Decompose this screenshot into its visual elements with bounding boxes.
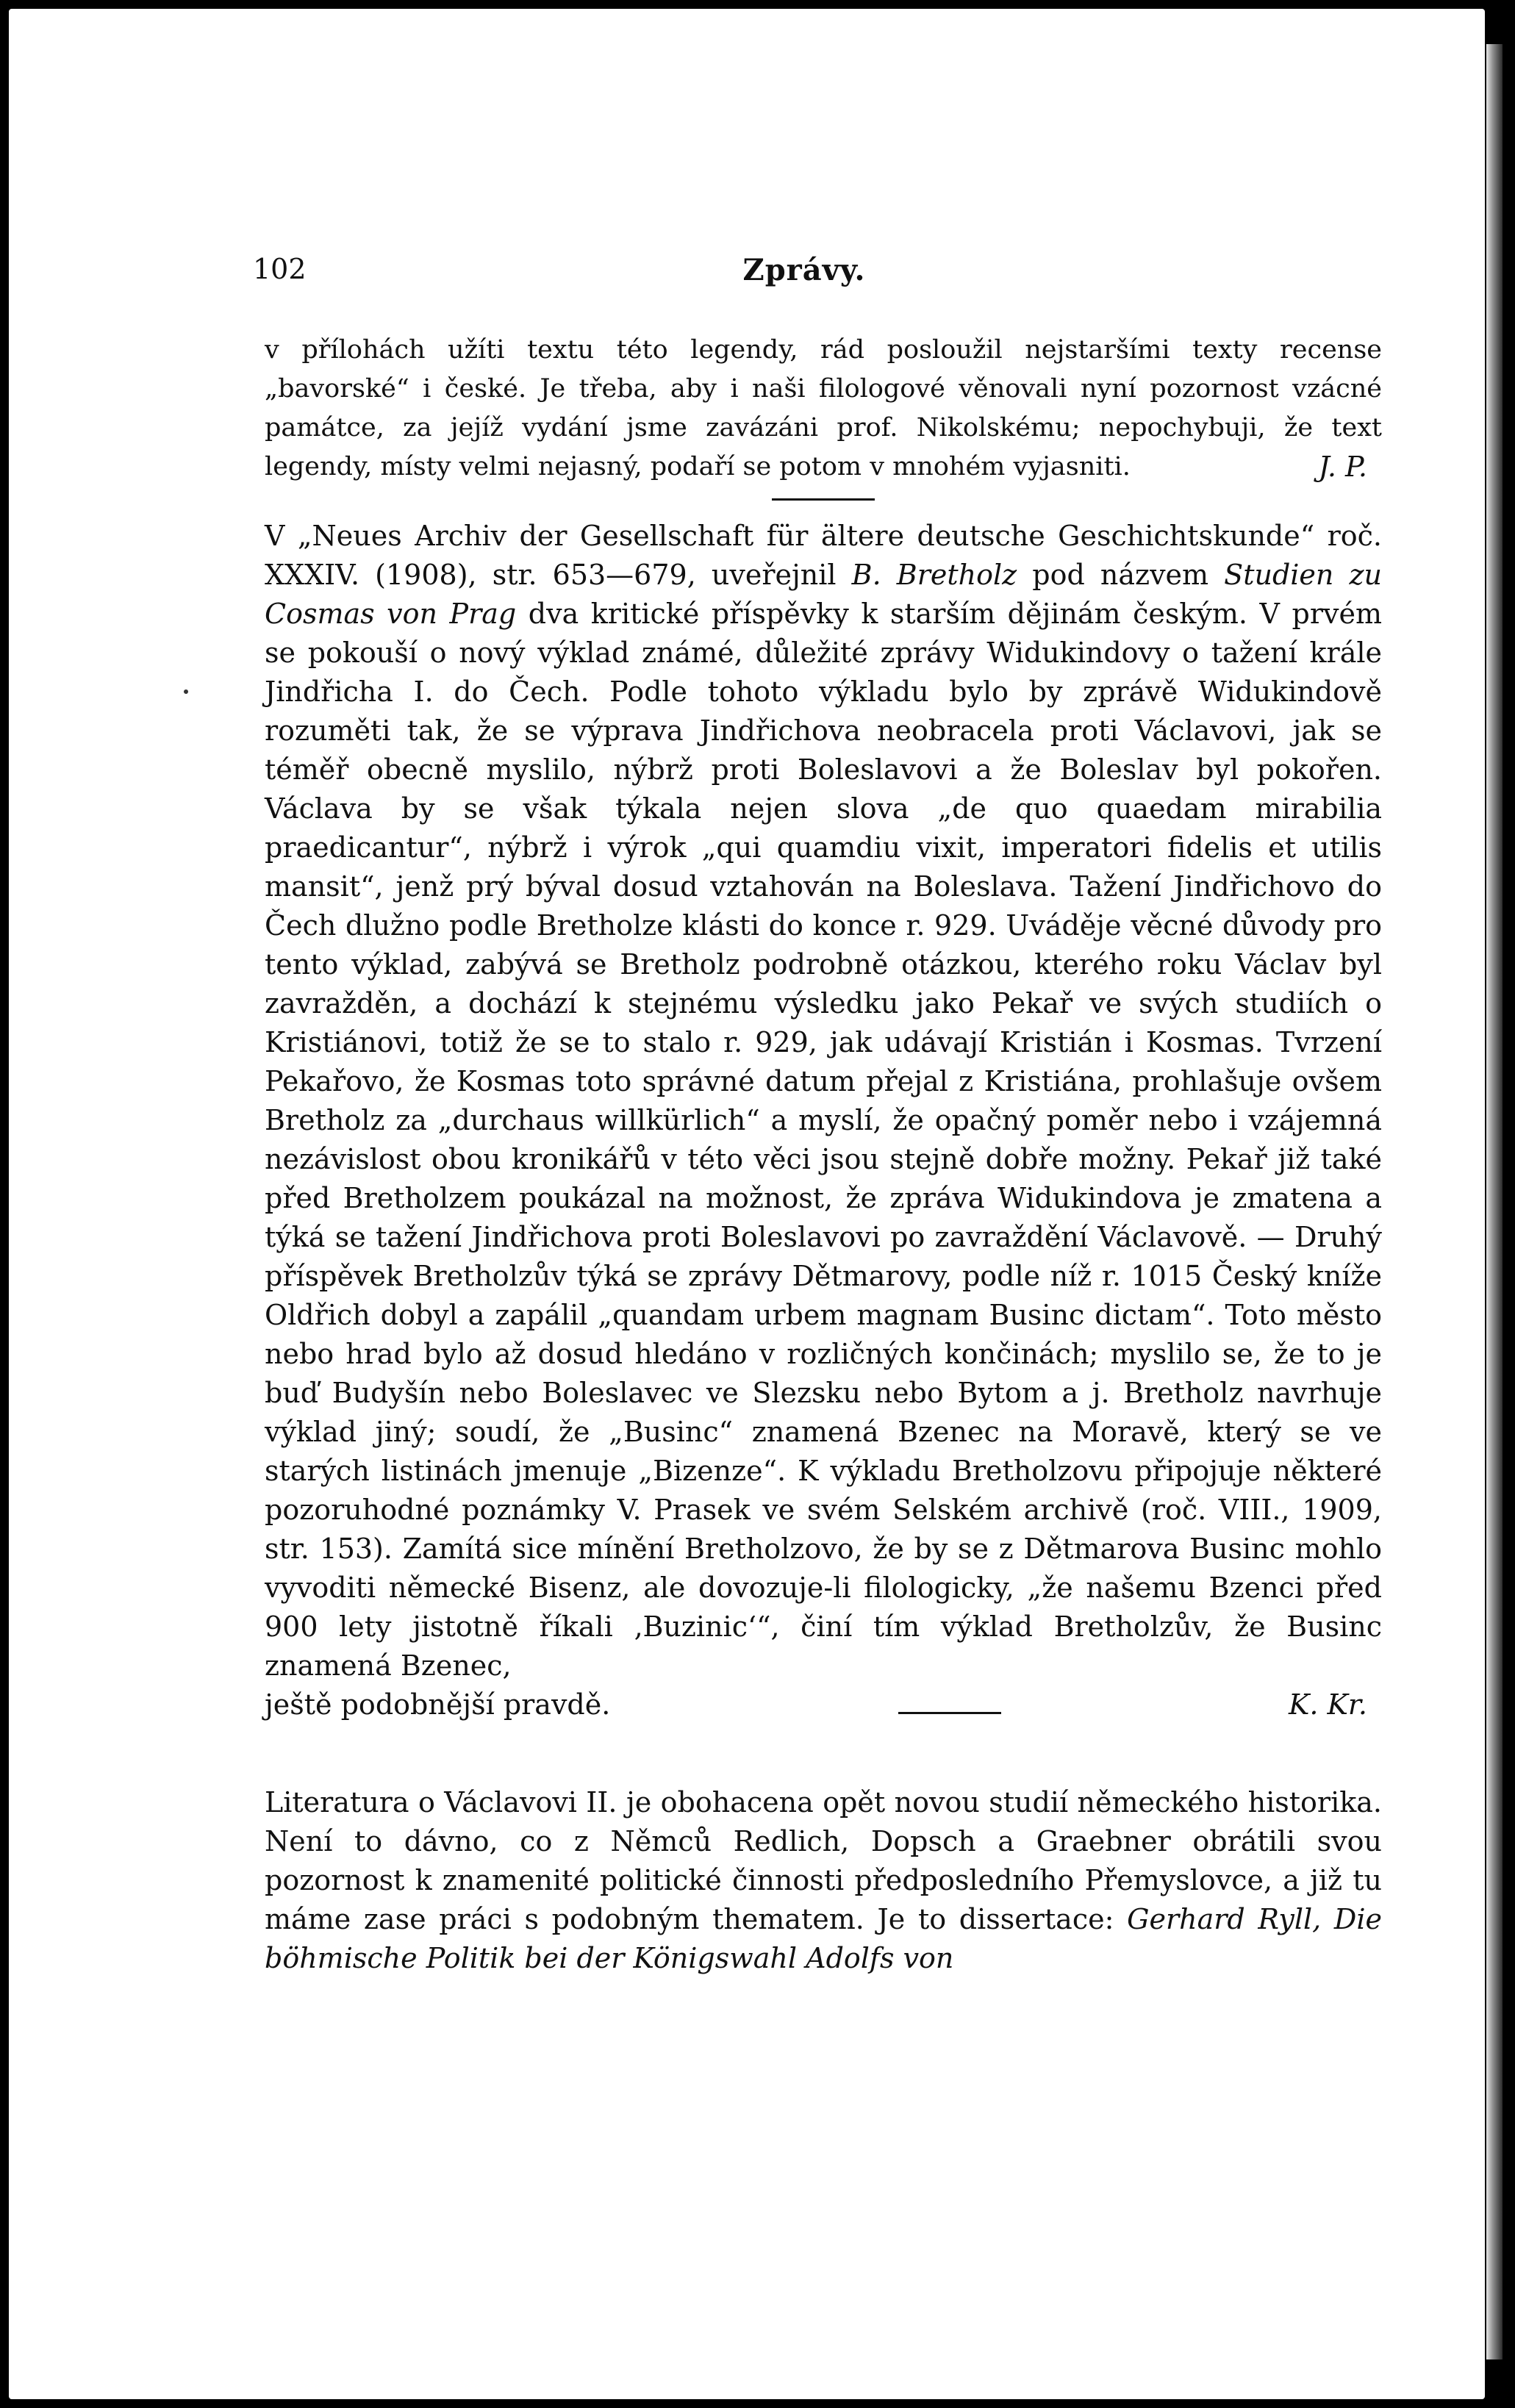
- paragraph-intro: V „Neues Archiv der Gesellschaft für ältere deutsche Geschichtskunde“ roč. XXXIV. (1908), str. 653—679, uveřejnil: [265, 520, 1382, 591]
- running-title: Zprávy.: [742, 253, 866, 287]
- work-title: Studien zu Cosmas von Prag: [265, 559, 1382, 630]
- section-vaclav: [265, 1783, 1382, 1978]
- dissertation-title: Gerhard Ryll, Die böhmische Politik bei der Königswahl Adolfs von: [265, 1903, 1382, 1974]
- section-bretholz: [265, 517, 1382, 1724]
- paragraph-vaclav: [265, 1783, 1382, 1978]
- signature-kkr: K. Kr.: [1288, 1688, 1367, 1721]
- paragraph-legend: v přílohách užíti textu této legendy, rád posloužil nejstaršími texty recense „bavorské“ i české. Je třeba, aby i naši filologové věnovali nyní pozornost vzácné památce, za jejíž vydání jsme zavázáni prof. Nikolskému; nepochybuji, že text legendy, místy velmi nejasný, podaří se potom v mnohém vyjasniti.: [265, 335, 1382, 481]
- separator-rule: [772, 498, 875, 501]
- page-number: 102: [253, 253, 307, 285]
- margin-mark: [184, 689, 188, 694]
- author-name: B. Bretholz: [851, 559, 1017, 591]
- page-content: [265, 331, 1382, 1978]
- closing-line: [265, 1685, 1382, 1724]
- paragraph-mid: pod názvem: [1017, 559, 1225, 591]
- closing-text: ještě podobnější pravdě.: [265, 1688, 611, 1721]
- paragraph-body: dva kritické příspěvky k starším dějinám českým. V prvém se pokouší o nový výklad známé, důležité zprávy Widukindovy o tažení krále Jindřicha I. do Čech. Podle tohoto výkladu bylo by zprávě Widukindově rozuměti tak, že se výprava Jindřichova neobracela proti Václavovi, jak se téměř obecně myslilo, nýbrž proti Boleslavovi a že Boleslav byl pokořen. Václava by se však týkala nejen slova „de quo quaedam mirabilia praedicantur“, nýbrž i výrok „qui quamdiu vixit, imperatori fidelis et utilis mansit“, jenž prý býval dosud vztahován na Boleslava. Tažení Jindřichovo do Čech dlužno podle Bretholze klásti do konce r. 929. Uváděje věcné důvody pro tento výklad, zabývá se Bretholz podrobně otázkou, kterého roku Václav byl zavražděn, a dochází k stejnému výsledku jako Pekař ve svých studiích o Kristiánovi, totiž že se to stalo r. 929, jak udávají Kristián i Kosmas. Tvrzení Pekařovo, že Kosmas toto správné datum přejal z Kristiána, prohlašuje ovšem Bretholz za „durchaus willkürlich“ a myslí, že opačný poměr nebo i vzájemná nezávislost obou kronikářů v této věci jsou stejně dobře možny. Pekař již také před Bretholzem poukázal na možnost, že zpráva Widukindova je zmatena a týká se tažení Jindřichova proti Boleslavovi po zavraždění Václavově. — Druhý příspěvek Bretholzův týká se zprávy Dětmarovy, podle níž r. 1015 Český kníže Oldřich dobyl a zapálil „quandam urbem magnam Businc dictam“. Toto město nebo hrad bylo až dosud hledáno v rozličných končinách; myslilo se, že to je buď Budyšín nebo Boleslavec ve Slezsku nebo Bytom a j. Bretholz navrhuje výklad jiný; soudí, že „Businc“ znamená Bzenec na Moravě, který se ve starých listinách jmenuje „Bizenze“. K výkladu Bretholzovu připojuje některé pozoruhodné poznámky V. Prasek ve svém Selském archivě (roč. VIII., 1909, str. 153). Zamítá sice mínění Bretholzovo, že by se z Dětmarova Businc mohlo vyvoditi německé Bisenz, ale dovozuje-li filologicky, „že našemu Bzenci před 900 lety jistotně říkali ‚Buzinic‘“, činí tím výklad Bretholzův, že Businc znamená Bzenec,: [265, 598, 1382, 1682]
- separator-rule-2: [898, 1712, 1001, 1714]
- paragraph-vaclav-body: Literatura o Václavovi II. je obohacena opět novou studií německého historika. Není to dávno, co z Němců Redlich, Dopsch a Graebner obrátili svou pozornost k znamenité politické činnosti předposledního Přemyslovce, a již tu máme zase práci s podobným thematem. Je to dissertace:: [265, 1786, 1382, 1935]
- page-edge-shadow: [1486, 44, 1503, 2359]
- section-legend-note: [265, 331, 1382, 501]
- page-header: [253, 253, 1355, 297]
- signature-jp: J. P.: [1318, 451, 1367, 483]
- paragraph-bretholz: [265, 517, 1382, 1685]
